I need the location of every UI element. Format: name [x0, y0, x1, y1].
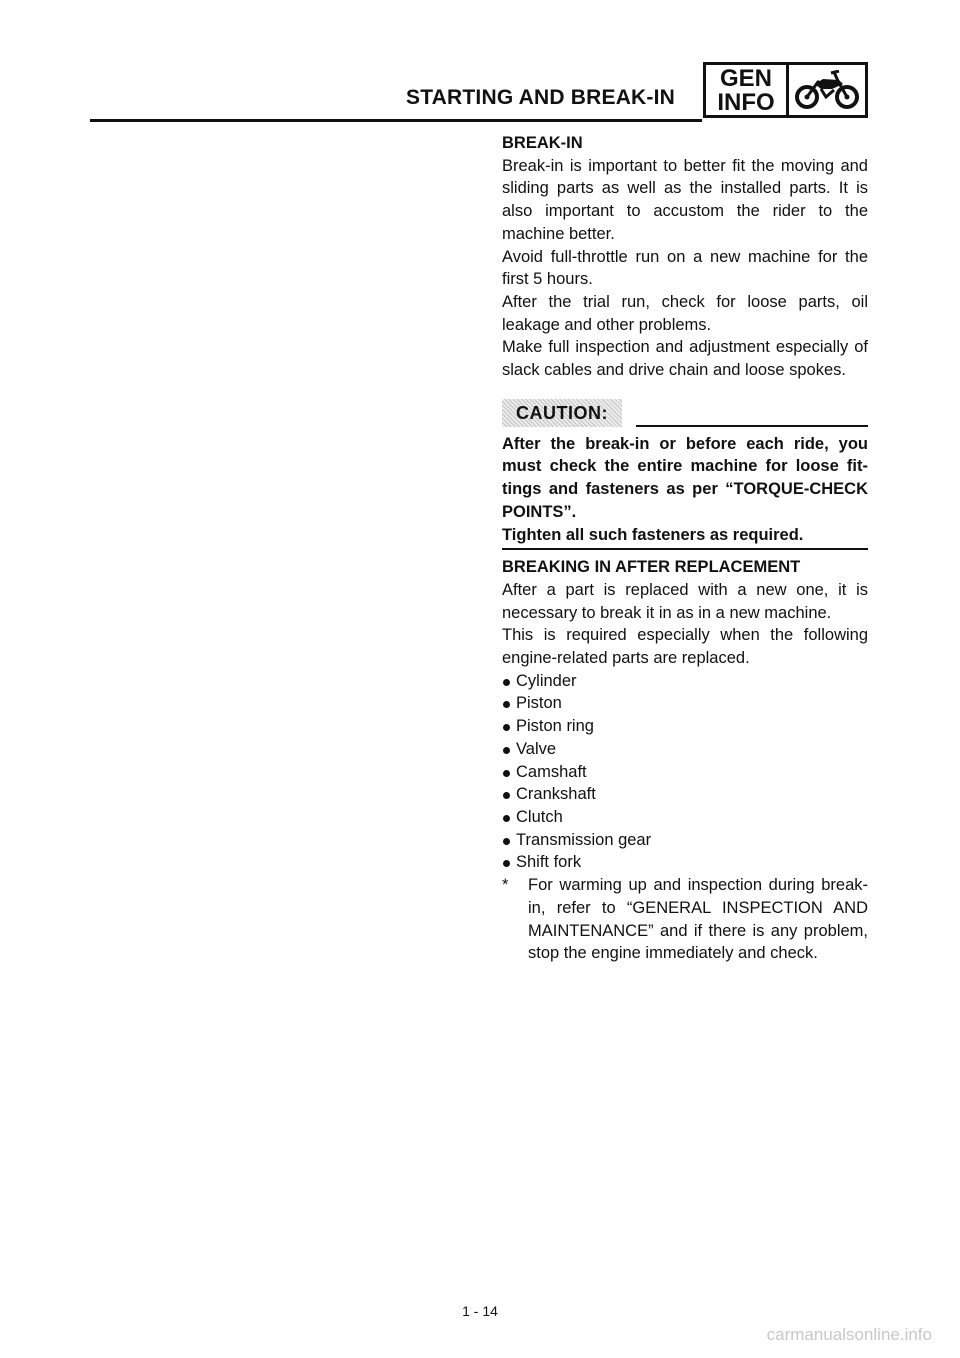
list-item: Shift fork: [502, 851, 868, 874]
footnote: [502, 874, 868, 965]
section-badge-line1: GEN: [719, 65, 772, 92]
header-rule: [90, 119, 702, 122]
watermark: carmanualsonline.info: [766, 1325, 932, 1344]
caution-header: [502, 399, 868, 431]
break-in-heading: BREAK-IN: [502, 134, 583, 152]
list-item: Cylinder: [502, 670, 868, 693]
break-in-paragraph: Break-in is important to better fit the moving and sliding parts as well as the installed parts. It is also important to accustom the rider to the machine better.: [502, 156, 868, 243]
break-in-paragraph: Make full inspection and adjustment especially of slack cables and drive chain and loose spokes.: [502, 338, 868, 380]
section-badge-line2: INFO: [717, 89, 775, 116]
footnote-text: For warming up and inspection during break-in, refer to “GENERAL INSPECTION AND MAINTENANCE” and if there is any problem, stop the engine immediately and check.: [528, 876, 868, 963]
list-item: Camshaft: [502, 761, 868, 784]
list-item: Transmission gear: [502, 829, 868, 852]
caution-paragraph: Tighten all such fasteners as required.: [502, 525, 804, 544]
footnote-mark: *: [502, 876, 509, 895]
content-column: [502, 132, 868, 965]
caution-paragraph: After the break-in or before each ride, you must check the entire machine for loose fit-tings and fasteners as per “TORQUE-CHECK POINTS”.: [502, 434, 868, 521]
page-number: 1 - 14: [462, 1303, 498, 1319]
list-item: Clutch: [502, 806, 868, 829]
break-in-paragraph: After the trial run, check for loose parts, oil leakage and other problems.: [502, 292, 868, 334]
motorcycle-icon: [794, 70, 860, 110]
list-item: Crankshaft: [502, 783, 868, 806]
list-item: Valve: [502, 738, 868, 761]
replacement-paragraph: After a part is replaced with a new one, it is necessary to break it in as in a new machine.: [502, 580, 868, 622]
parts-list: [502, 670, 868, 874]
break-in-paragraph: Avoid full-throttle run on a new machine for the first 5 hours.: [502, 247, 868, 289]
page-title: STARTING AND BREAK-IN: [406, 86, 676, 109]
caution-rule: [636, 425, 868, 427]
replacement-heading: BREAKING IN AFTER REPLACEMENT: [502, 558, 801, 577]
caution-body: [502, 433, 868, 551]
list-item: Piston: [502, 692, 868, 715]
replacement-section: [502, 556, 868, 965]
replacement-paragraph: This is required especially when the following engine-related parts are replaced.: [502, 626, 868, 668]
section-badge: [703, 62, 789, 118]
section-icon-box: [786, 62, 868, 118]
list-item: Piston ring: [502, 715, 868, 738]
caution-badge: CAUTION:: [502, 399, 622, 427]
